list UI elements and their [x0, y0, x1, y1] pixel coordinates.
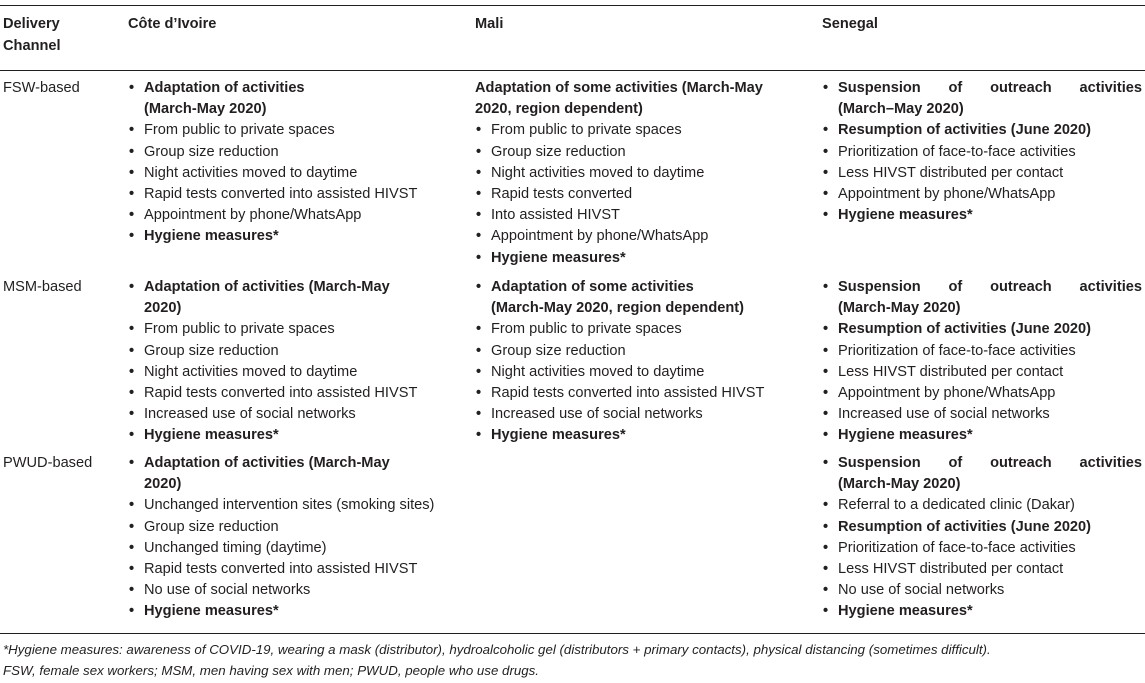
list-item: • Referral to a dedicated clinic (Dakar)	[822, 495, 1142, 516]
list-item: • Prioritization of face-to-face activities	[822, 341, 1142, 362]
list-item: (March-May 2020)	[838, 300, 961, 317]
list-item: 2020)	[144, 300, 182, 317]
footnote-abbreviations: FSW, female sex workers; MSM, men having sex with men; PWUD, people who use drugs.	[3, 663, 540, 678]
list-item: 2020, region dependent)	[475, 101, 643, 118]
list-item: • Night activities moved to daytime	[128, 362, 458, 383]
list-item: • Night activities moved to daytime	[475, 163, 805, 184]
row-msm-cote-divoire	[128, 277, 458, 447]
list-item: • Adaptation of activities (March-May	[128, 453, 468, 474]
list-item: • Appointment by phone/WhatsApp	[128, 205, 458, 226]
list-item: • Hygiene measures*	[128, 425, 458, 446]
list-item: • Hygiene measures*	[128, 601, 468, 622]
list-item: • Group size reduction	[475, 341, 805, 362]
header-delivery-line-1: Delivery	[3, 16, 60, 32]
list-item: 2020)	[144, 476, 182, 493]
row-pwud-cote-divoire	[128, 453, 468, 623]
row-pwud-senegal	[822, 453, 1142, 623]
list-item: • Resumption of activities (June 2020)	[822, 120, 1142, 141]
header-senegal: Senegal	[822, 16, 878, 32]
list-item: Adaptation of some activities (March-May	[475, 80, 763, 96]
header-delivery-channel	[3, 13, 61, 57]
list-item: • Hygiene measures*	[822, 601, 1142, 622]
list-item: • Adaptation of activities (March-May	[128, 277, 458, 298]
row-pwud-channel: PWUD-based	[3, 455, 93, 471]
row-msm-senegal	[822, 277, 1142, 447]
list-item: • Rapid tests converted into assisted HIVST	[128, 184, 458, 205]
footnote-hygiene: *Hygiene measures: awareness of COVID-19, wearing a mask (distributor), hydroalcoholic gel (distributors + primary contacts), physical distancing (sometimes difficult).	[3, 642, 991, 657]
list-item: • Unchanged timing (daytime)	[128, 538, 468, 559]
list-item: • From public to private spaces	[475, 120, 805, 141]
list-item: • Less HIVST distributed per contact	[822, 163, 1142, 184]
list-item: • Unchanged intervention sites (smoking sites)	[128, 495, 468, 516]
list-item: (March-May 2020)	[144, 101, 267, 118]
list-item: • Appointment by phone/WhatsApp	[822, 383, 1142, 404]
header-cote-divoire: Côte d’Ivoire	[128, 16, 217, 32]
list-item: • From public to private spaces	[128, 319, 458, 340]
list-item: • Resumption of activities (June 2020)	[822, 319, 1142, 340]
list-item: (March-May 2020)	[838, 476, 961, 493]
list-item: • Hygiene measures*	[475, 425, 805, 446]
list-item: • Hygiene measures*	[822, 205, 1142, 226]
list-item: • Adaptation of some activities	[475, 277, 805, 298]
list-item: • Appointment by phone/WhatsApp	[475, 226, 805, 247]
list-item: • Hygiene measures*	[128, 226, 458, 247]
list-item: • Resumption of activities (June 2020)	[822, 517, 1142, 538]
list-item: • Suspension of outreach activities	[822, 277, 1142, 298]
list-item: • From public to private spaces	[128, 120, 458, 141]
row-fsw-channel: FSW-based	[3, 80, 80, 96]
list-item: (March-May 2020, region dependent)	[491, 300, 745, 317]
list-item: • Rapid tests converted into assisted HIVST	[128, 383, 458, 404]
list-item: (March–May 2020)	[838, 101, 964, 118]
list-item: • Prioritization of face-to-face activities	[822, 538, 1142, 559]
list-item: • Suspension of outreach activities	[822, 78, 1142, 99]
list-item: • Into assisted HIVST	[475, 205, 805, 226]
row-fsw-senegal	[822, 78, 1142, 226]
list-item: • Hygiene measures*	[475, 248, 805, 269]
list-item: • Prioritization of face-to-face activities	[822, 142, 1142, 163]
list-item: • Group size reduction	[128, 142, 458, 163]
list-item: • Group size reduction	[128, 517, 468, 538]
list-item: • Increased use of social networks	[128, 404, 458, 425]
list-item: • Suspension of outreach activities	[822, 453, 1142, 474]
row-msm-channel: MSM-based	[3, 279, 82, 295]
list-item: • Increased use of social networks	[475, 404, 805, 425]
list-item: • Night activities moved to daytime	[128, 163, 458, 184]
list-item: • Hygiene measures*	[822, 425, 1142, 446]
list-item: • Rapid tests converted into assisted HIVST	[128, 559, 468, 580]
bottom-rule	[0, 633, 1145, 634]
list-item: • No use of social networks	[822, 580, 1142, 601]
top-rule	[0, 5, 1145, 6]
list-item: • From public to private spaces	[475, 319, 805, 340]
header-delivery-line-2: Channel	[3, 38, 61, 54]
list-item: • Night activities moved to daytime	[475, 362, 805, 383]
header-mali: Mali	[475, 16, 504, 32]
list-item: • Group size reduction	[128, 341, 458, 362]
list-item: • Appointment by phone/WhatsApp	[822, 184, 1142, 205]
list-item: • No use of social networks	[128, 580, 468, 601]
row-msm-mali	[475, 277, 805, 447]
header-rule	[0, 70, 1145, 71]
list-item: • Increased use of social networks	[822, 404, 1142, 425]
row-fsw-cote-divoire	[128, 78, 458, 248]
list-item: • Group size reduction	[475, 142, 805, 163]
list-item: • Rapid tests converted into assisted HIVST	[475, 383, 805, 404]
list-item: • Adaptation of activities	[128, 78, 458, 99]
list-item: • Less HIVST distributed per contact	[822, 362, 1142, 383]
list-item: • Rapid tests converted	[475, 184, 805, 205]
row-fsw-mali	[475, 78, 805, 269]
list-item: • Less HIVST distributed per contact	[822, 559, 1142, 580]
